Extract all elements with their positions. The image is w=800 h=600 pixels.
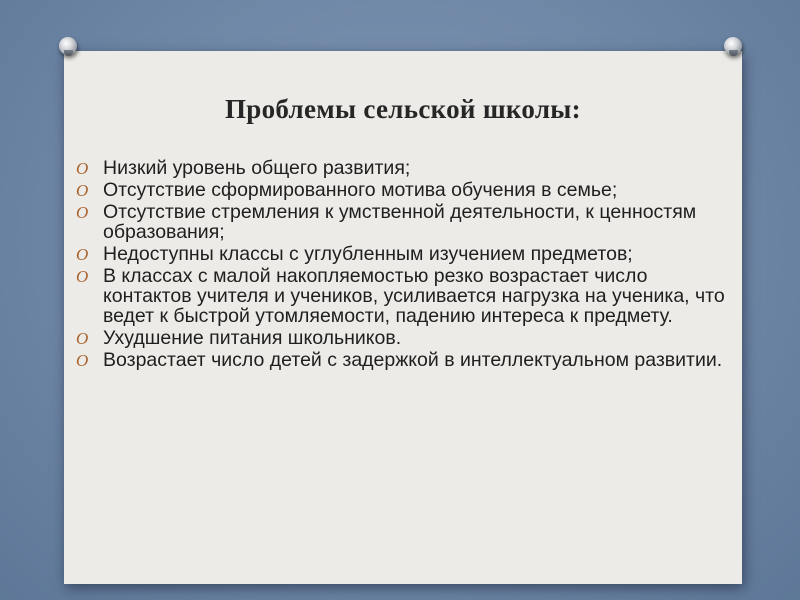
bullet-item [76, 266, 726, 326]
bullet-item [76, 350, 726, 370]
bullet-icon: O [76, 159, 89, 178]
bullet-icon: O [76, 267, 89, 286]
pushpin-icon [59, 37, 77, 55]
bullet-item [76, 158, 726, 178]
bullet-text: В классах с малой накопляемостью резко возрастает число контактов учителя и учеников, усиливается нагрузка на ученика, что ведет к быстрой утомляемости, падению интереса к предмету. [103, 265, 725, 327]
bullet-icon: O [76, 329, 89, 348]
bullet-item [76, 180, 726, 200]
bullet-text: Недоступны классы с углубленным изучением предметов; [103, 243, 633, 265]
slide-title: Проблемы сельской школы: [225, 94, 581, 124]
pushpin-icon [724, 37, 742, 55]
bullet-item [76, 202, 726, 242]
bullet-icon: O [76, 203, 89, 222]
bullet-icon: O [76, 181, 89, 200]
bullet-item [76, 328, 726, 348]
bullet-icon: O [76, 245, 89, 264]
bullet-item [76, 244, 726, 264]
bullet-list [76, 158, 726, 372]
bullet-text: Отсутствие сформированного мотива обучения в семье; [103, 179, 618, 201]
bullet-text: Отсутствие стремления к умственной деятельности, к ценностям образования; [103, 201, 697, 243]
bullet-text: Возрастает число детей с задержкой в интеллектуальном развитии. [103, 349, 723, 371]
bullet-text: Низкий уровень общего развития; [103, 157, 411, 179]
bullet-icon: O [76, 351, 89, 370]
bullet-text: Ухудшение питания школьников. [103, 327, 402, 349]
